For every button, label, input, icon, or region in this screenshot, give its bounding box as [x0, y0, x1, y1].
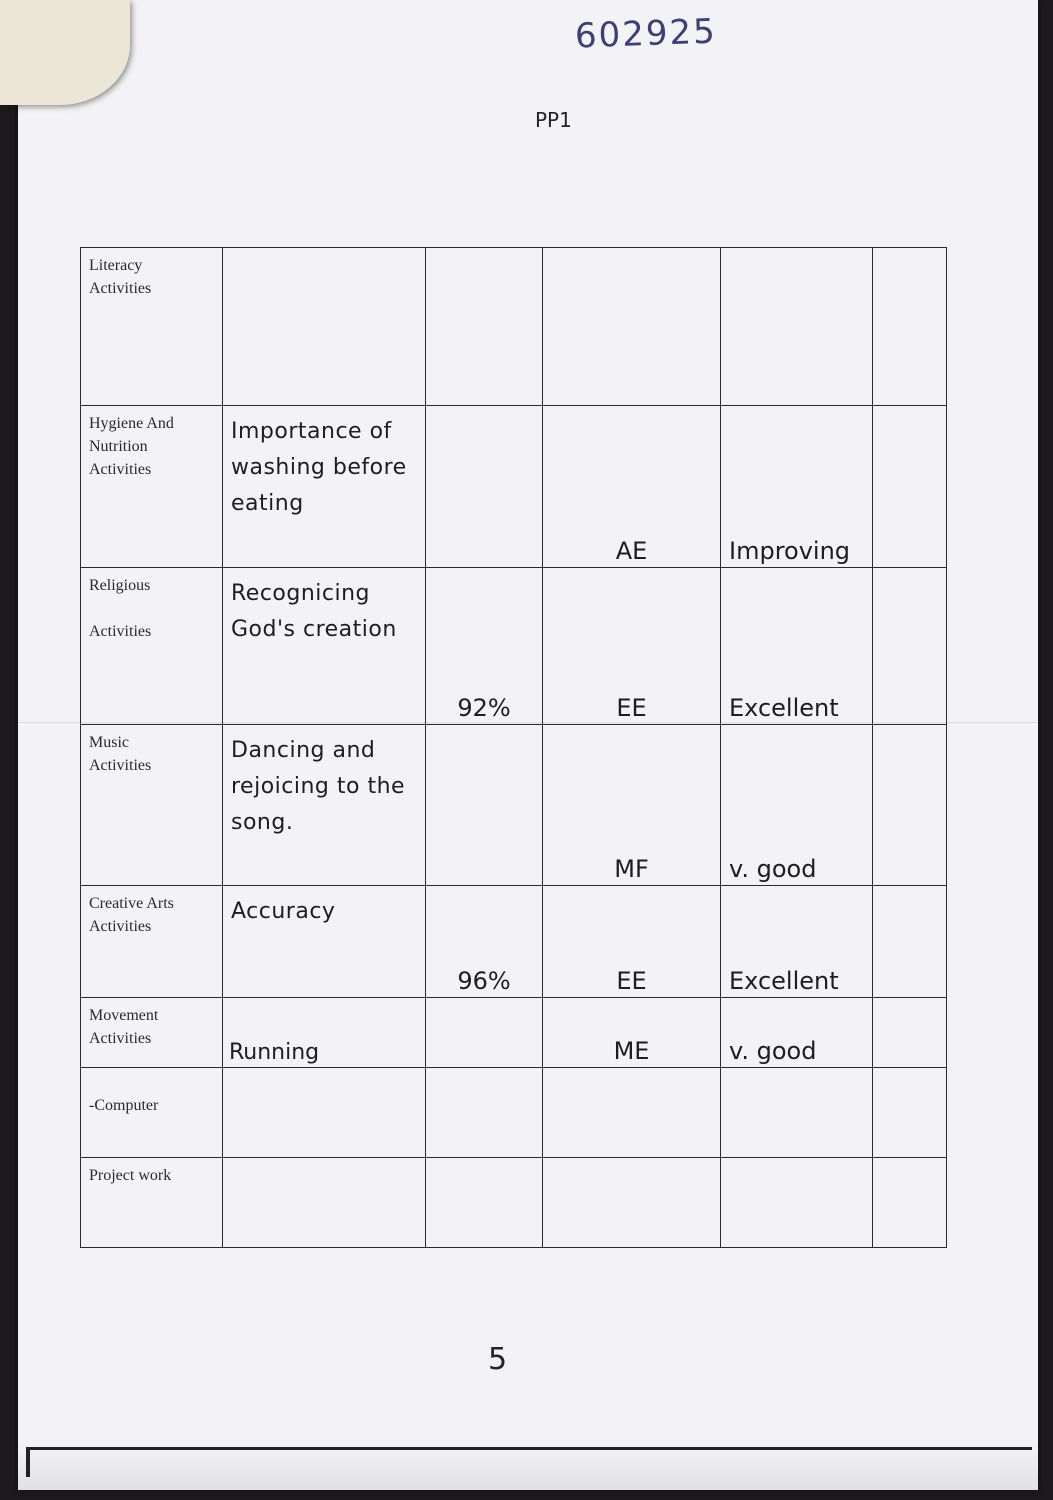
- topic-cell: [223, 886, 426, 998]
- subject-cell: [81, 248, 223, 406]
- grade-cell: [543, 1068, 721, 1158]
- remark-cell: [721, 725, 873, 886]
- subject-label: Project work: [89, 1167, 172, 1184]
- subject-label: Hygiene And Nutrition Activities: [89, 415, 174, 478]
- remark-text: v. good: [729, 1037, 817, 1065]
- grade-cell: [543, 998, 721, 1068]
- table-row: [81, 406, 947, 568]
- grade-text: ME: [613, 1037, 650, 1065]
- score-cell: [426, 248, 543, 406]
- table-row: [81, 248, 947, 406]
- topic-text: Importance of washing before eating: [231, 419, 407, 516]
- score-cell: [426, 1068, 543, 1158]
- grade-cell: [543, 1158, 721, 1248]
- topic-text: Dancing and rejoicing to the song.: [231, 738, 406, 835]
- grade-cell: [543, 725, 721, 886]
- remark-text: Excellent: [729, 694, 839, 722]
- topic-text: Accuracy: [231, 899, 336, 924]
- subject-cell: [81, 1068, 223, 1158]
- remark-cell: [721, 998, 873, 1068]
- subject-label: Religious Activities: [89, 577, 152, 640]
- topic-text: [223, 1158, 425, 1166]
- grade-cell: [543, 406, 721, 568]
- subject-cell: [81, 406, 223, 568]
- blank-cell: [873, 998, 947, 1068]
- topic-text: [223, 1068, 425, 1076]
- table-row: [81, 725, 947, 886]
- topic-cell: [223, 406, 426, 568]
- table-row: [81, 1158, 947, 1248]
- remark-cell: [721, 886, 873, 998]
- subject-cell: [81, 725, 223, 886]
- table-row: [81, 1068, 947, 1158]
- remark-cell: [721, 406, 873, 568]
- score-text: 92%: [457, 694, 511, 722]
- page-number: 5: [488, 1342, 508, 1377]
- topic-text: Running: [229, 1040, 320, 1065]
- page-bottom-edge: [18, 1444, 1038, 1490]
- subject-label: Music Activities: [89, 734, 152, 774]
- class-code: PP1: [535, 108, 572, 132]
- remark-text: Improving: [729, 537, 851, 565]
- subject-cell: [81, 886, 223, 998]
- subject-label: Literacy Activities: [89, 257, 152, 297]
- blank-cell: [873, 406, 947, 568]
- remark-cell: [721, 248, 873, 406]
- table-row: [81, 998, 947, 1068]
- assessment-table: [80, 247, 947, 1248]
- remark-cell: [721, 1068, 873, 1158]
- score-cell: [426, 406, 543, 568]
- remark-text: Excellent: [729, 967, 839, 995]
- topic-cell: [223, 725, 426, 886]
- reference-number: 602925: [574, 11, 718, 57]
- grade-text: EE: [616, 967, 647, 995]
- topic-cell: [223, 568, 426, 725]
- blank-cell: [873, 1068, 947, 1158]
- table-row: [81, 568, 947, 725]
- score-cell: [426, 1158, 543, 1248]
- score-text: 96%: [457, 967, 511, 995]
- grade-cell: [543, 248, 721, 406]
- grade-cell: [543, 568, 721, 725]
- score-cell: [426, 886, 543, 998]
- score-cell: [426, 568, 543, 725]
- table-row: [81, 886, 947, 998]
- topic-cell: [223, 248, 426, 406]
- grade-text: AE: [615, 537, 648, 565]
- topic-cell: [223, 998, 426, 1068]
- blank-cell: [873, 886, 947, 998]
- grade-text: EE: [616, 694, 647, 722]
- topic-cell: [223, 1068, 426, 1158]
- remark-cell: [721, 568, 873, 725]
- remark-text: v. good: [729, 855, 817, 883]
- score-cell: [426, 998, 543, 1068]
- subject-cell: [81, 568, 223, 725]
- score-cell: [426, 725, 543, 886]
- topic-text: [223, 248, 425, 256]
- blank-cell: [873, 248, 947, 406]
- blank-cell: [873, 1158, 947, 1248]
- subject-cell: [81, 998, 223, 1068]
- subject-cell: [81, 1158, 223, 1248]
- subject-label: Movement Activities: [89, 1007, 159, 1047]
- blank-cell: [873, 568, 947, 725]
- blank-cell: [873, 725, 947, 886]
- remark-cell: [721, 1158, 873, 1248]
- grade-text: MF: [614, 855, 649, 883]
- topic-text: Recognicing God's creation: [231, 581, 397, 642]
- subject-label: Creative Arts Activities: [89, 895, 174, 935]
- grade-cell: [543, 886, 721, 998]
- topic-cell: [223, 1158, 426, 1248]
- subject-label: -Computer: [89, 1097, 159, 1114]
